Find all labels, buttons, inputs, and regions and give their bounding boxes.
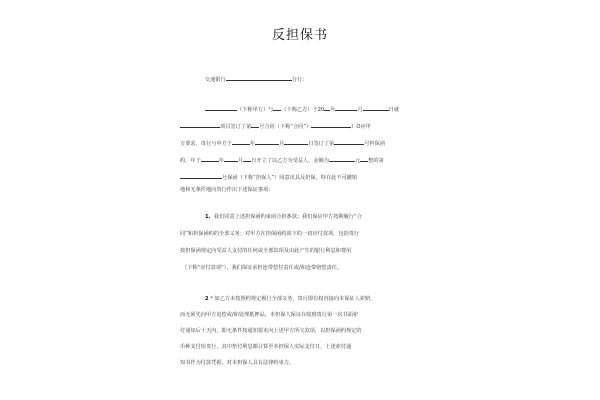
blank [226, 75, 292, 81]
blank [335, 105, 357, 111]
intro-line-2: 项目签订了第 号合同（下称“合同”） ）O应甲 [180, 122, 371, 131]
blank [180, 173, 222, 179]
blank [363, 105, 389, 111]
clause-2-line-4: 币种支付给贵行，其中垫付利息都计算至本担保人实际支付日，上述索付通 [180, 344, 352, 350]
blank [284, 139, 308, 145]
blank [251, 122, 259, 128]
blank [329, 156, 355, 162]
clause-1-line-1: 1. 我们同意上述担保函约束函合担条款；我们保证甲方按期履行“合 [205, 214, 362, 220]
clause-2-line-2: 而无须先向甲方追偿或/和处理抵押品，本担保人保证在收到贵行第一次书面索 [180, 312, 359, 318]
clause-1-line-4: （下称“应付款项”），我们保证承担连带偿付责任或/和连带赔偿责任。 [182, 265, 343, 271]
clause-2-line-5: 知书作为付款凭据，对本担保人具有法律约束力。 [180, 360, 295, 366]
blank [232, 139, 250, 145]
clause-2-line-1: 2 * 如乙方未按照约规定履行全部义务，贵行即有权直接向本保证人索赔。 [205, 296, 376, 302]
blank [224, 156, 238, 162]
blank [205, 105, 237, 111]
blank [180, 122, 220, 128]
blank [311, 122, 351, 128]
blank [255, 139, 279, 145]
clause-1-line-2: 同”和担保函约的全部义务；对甲方在担保函约项下的一切应付款项，包括贵行 [180, 231, 360, 237]
intro-line-3: 方要求，贵行与甲方于 年 月 日签订了第 号担保函 [180, 141, 386, 147]
blank [360, 156, 368, 162]
document-title: 反担保书 [271, 28, 328, 43]
blank [334, 139, 364, 145]
intro-line-4: 约，年于 年 月 日开立了以乙方为受益人，金额为 元 整的第 [180, 158, 384, 164]
blank [243, 156, 251, 162]
addressee-line: 交通银行 分行： [205, 77, 308, 83]
clause-1-line-3: 按担保函规定向受益人支付的任何或全部款项及由此产生的银行利息和费用 [180, 248, 352, 254]
intro-line-6: 地和无条件地向贵行作出下述保证事项： [180, 187, 274, 193]
clause-2-line-3: 付通知后十天内，即无条件按通知要求向上述甲方所欠款项，以担保函约规定的 [180, 328, 362, 334]
intro-line-5: 号保函（下称“担保人”）同意出具反担保，特在此不可撤销 [180, 173, 357, 182]
intro-line-1: （下称甲方）与 （下称乙方）于20 年 月 日就 [205, 105, 399, 114]
blank [201, 156, 219, 162]
